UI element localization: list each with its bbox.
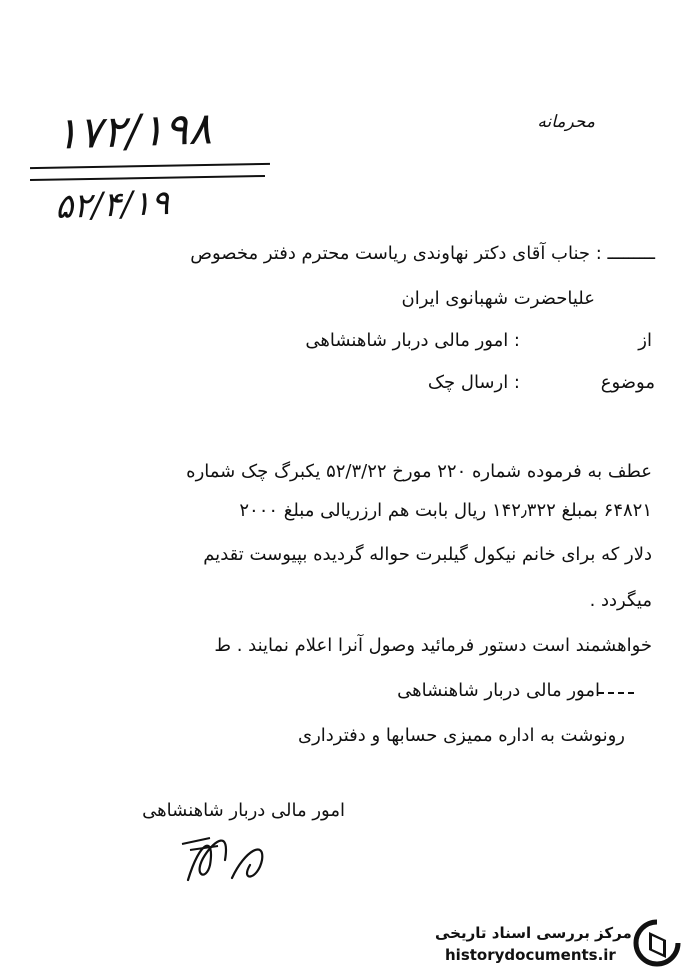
archive-watermark-caption: مرکز بررسی اسناد تاریخی <box>435 924 632 942</box>
registration-underline-2 <box>30 175 265 181</box>
recipient-line-continued: علیاحضرت شهبانوی ایران <box>401 288 595 309</box>
registration-number: ۱۷۲/۱۹۸ <box>54 103 213 160</box>
archive-logo-icon <box>632 918 682 972</box>
bottom-signature-block: امور مالی دربار شاهنشاهی <box>142 800 345 821</box>
body-line: عطف به فرموده شماره ۲۲۰ مورخ ۵۲/۳/۲۲ یکبرگ چک شماره <box>186 461 652 482</box>
sender-signature-block: امور مالی دربار شاهنشاهی <box>397 680 600 701</box>
body-line: ۶۴۸۲۱ بمبلغ ۱۴۲٫۳۲۲ ریال بابت هم ارزریالی مبلغ ۲۰۰۰ <box>239 500 652 521</box>
archive-watermark-url: historydocuments.ir <box>445 946 616 964</box>
signature-rule <box>598 692 634 694</box>
subject-value: : ارسال چک <box>427 372 520 393</box>
handwritten-signature <box>170 820 280 894</box>
registration-date: ۵۲/۴/۱۹ <box>54 183 170 227</box>
classification-stamp: محرمانه <box>537 112 595 132</box>
subject-label: موضوع <box>600 372 655 393</box>
recipient-line: ـــــــــ : جناب آقای دکتر نهاوندی ریاست محترم دفتر مخصوص <box>190 243 655 264</box>
body-line: خواهشمند است دستور فرمائید وصول آنرا اعلام نمایند . ط <box>214 635 652 656</box>
body-line: میگردد . <box>589 590 652 611</box>
registration-underline <box>30 163 270 169</box>
copy-recipient-note: رونوشت به اداره ممیزی حسابها و دفترداری <box>297 725 625 746</box>
from-label: از <box>638 330 652 351</box>
from-value: : امور مالی دربار شاهنشاهی <box>305 330 520 351</box>
body-line: دلار که برای خانم نیکول گیلبرت حواله گردیده بپیوست تقدیم <box>203 544 652 565</box>
